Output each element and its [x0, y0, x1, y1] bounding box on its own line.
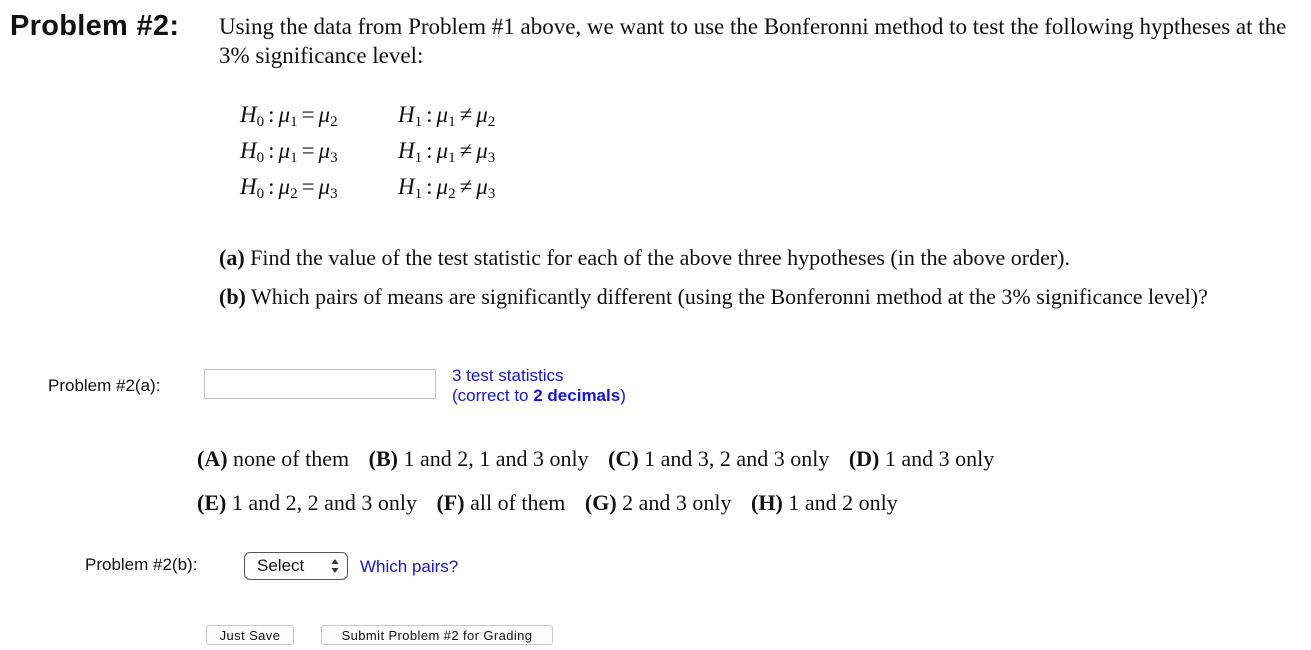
problem-heading: Problem #2: [10, 10, 180, 42]
hypothesis-row [240, 98, 598, 134]
alt-hypothesis: $H_1$ : $\mu_1 \ne \mu_3$ [398, 137, 496, 166]
part-a-answer-input[interactable] [204, 369, 436, 399]
just-save-button[interactable]: Just Save [206, 625, 294, 645]
choices-row-2 [197, 490, 912, 516]
null-hypothesis: $H_0$ : $\mu_2 = \mu_3$ [240, 173, 338, 202]
updown-arrows-icon [331, 558, 339, 574]
part-a-label: Problem #2(a): [48, 376, 161, 395]
part-a-hint[interactable]: 3 test statistics (correct to 2 decimals) [452, 366, 626, 405]
submit-button[interactable]: Submit Problem #2 for Grading [321, 625, 553, 645]
choice-d: (D) 1 and 3 only [848, 446, 995, 471]
hypothesis-row [240, 134, 598, 170]
null-hypothesis: $H_0$ : $\mu_1 = \mu_3$ [240, 137, 338, 166]
choice-a: (A) none of them [197, 446, 350, 471]
problem-statement: Using the data from Problem #1 above, we want to use the Bonferonni method to test the following hyptheses at the 3% significance level: [219, 14, 1287, 68]
part-b-select[interactable] [244, 552, 348, 580]
choice-b: (B) 1 and 2, 1 and 3 only [368, 446, 589, 471]
part-b-label: Problem #2(b): [85, 555, 198, 574]
choices-row-1 [197, 446, 1008, 472]
choice-c: (C) 1 and 3, 2 and 3 only [608, 446, 830, 471]
alt-hypothesis: $H_1$ : $\mu_2 \ne \mu_3$ [398, 173, 496, 202]
question-b: (b) Which pairs of means are significantly different (using the Bonferonni method at the 3% significance level)? [219, 284, 1208, 309]
question-a: (a) Find the value of the test statistic for each of the above three hypotheses (in the above order). [219, 245, 1070, 270]
choice-g: (G) 2 and 3 only [584, 490, 732, 515]
select-value: Select [257, 556, 305, 575]
hypothesis-row [240, 170, 598, 206]
choice-f: (F) all of them [436, 490, 566, 515]
alt-hypothesis: $H_1$ : $\mu_1 \ne \mu_2$ [398, 101, 496, 130]
null-hypothesis: $H_0$ : $\mu_1 = \mu_2$ [240, 101, 338, 130]
choice-h: (H) 1 and 2 only [751, 490, 898, 515]
hypotheses-table [240, 98, 598, 206]
part-b-hint[interactable]: Which pairs? [360, 557, 459, 576]
choice-e: (E) 1 and 2, 2 and 3 only [197, 490, 417, 515]
